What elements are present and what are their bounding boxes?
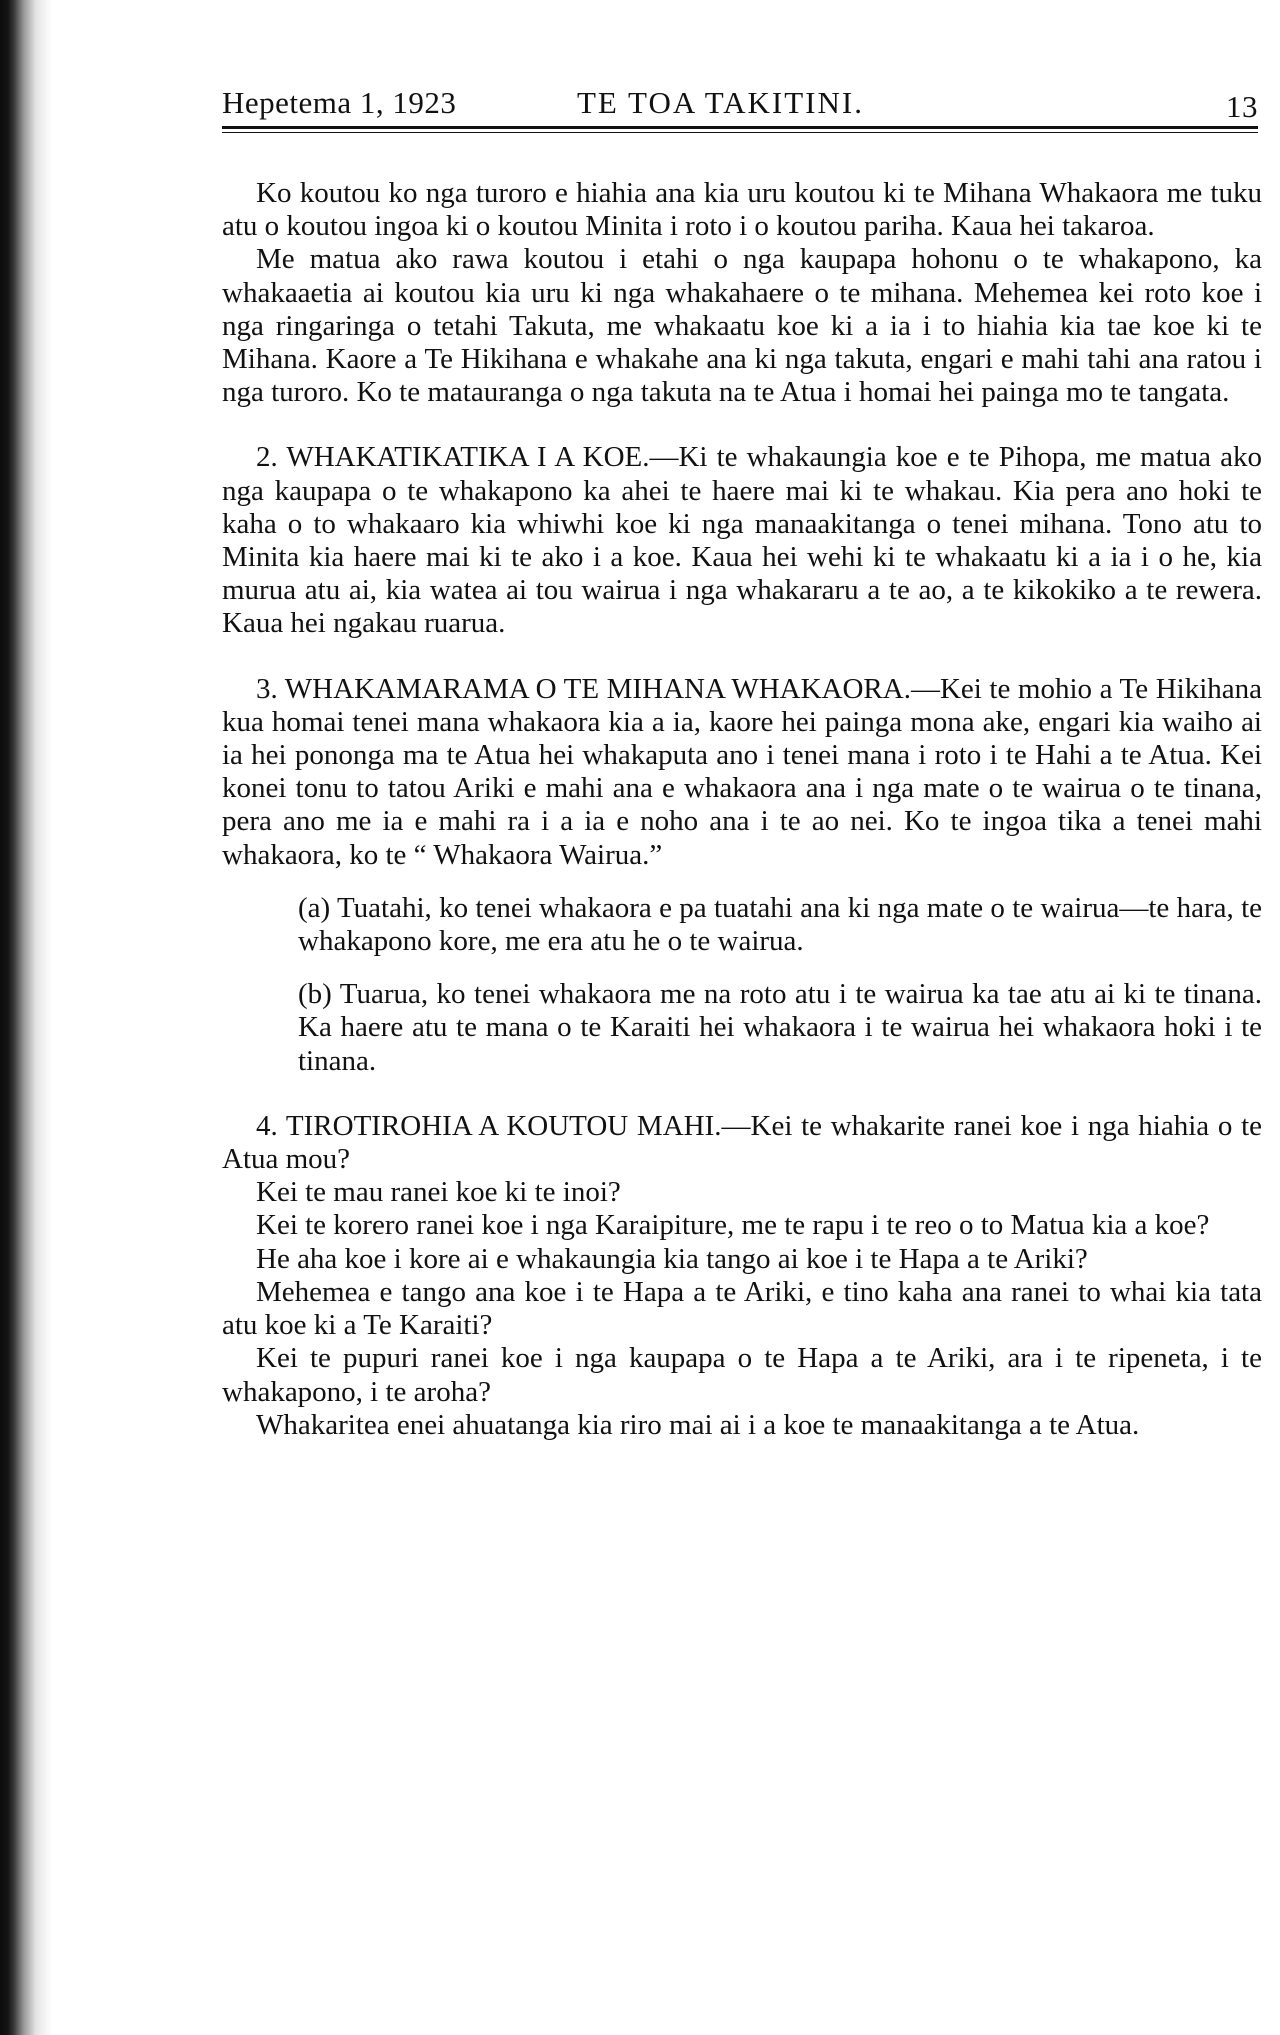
section-2-paragraph: 2. WHAKATIKATIKA I A KOE.—Ki te whakaungia koe e te Pihopa, me matua ako nga kaupapa o te whakapono ka ahei te haere mai ki te whakau. Kia pera ano hoki te kaha o to whakaaro kia whiwhi koe ki nga manaakitanga o tenei mihana. Tono atu to Minita kia haere mai ki te ako i a koe. Kaua hei wehi ki te whakaatu ki a ia i o he, kia murua atu ai, kia watea ai tou wairua i nga whakararu a te ao, a te kikokiko a te rewera. Kaua hei ngakau ruarua. <box>222 441 1262 640</box>
section-3-item-b: (b) Tuarua, ko tenei whakaora me na roto atu i te wairua ka tae atu ai ki te tinana. Ka haere atu te mana o te Karaiti hei whakaora i te wairua hei whakaora hoki i te tinana. <box>298 978 1262 1077</box>
book-spine-edge <box>0 0 52 2035</box>
question-3: He aha koe i kore ai e whakaungia kia tango ai koe i te Hapa a te Ariki? <box>256 1242 1088 1275</box>
question-5: Kei te pupuri ranei koe i nga kaupapa o te Hapa a te Ariki, ara i te ripeneta, i te whakapono, i te aroha? <box>222 1342 1262 1408</box>
question-4: Mehemea e tango ana koe i te Hapa a te Ariki, e tino kaha ana ranei to whai kia tata atu koe ki a Te Karaiti? <box>222 1275 1262 1342</box>
question-6: Whakaritea enei ahuatanga kia riro mai ai i a koe te manaakitanga a te Atua. <box>256 1408 1140 1441</box>
publication-title: TE TOA TAKITINI. <box>577 85 864 120</box>
running-head <box>222 82 1262 124</box>
page <box>222 82 1262 1442</box>
section-3-paragraph: 3. WHAKAMARAMA O TE MIHANA WHAKAORA.—Kei te mohio a Te Hikihana kua homai tenei mana whakaora kia a ia, kaore hei painga mona ake, engari kia waiho ai ia hei pononga ma te Atua hei whakaputa ano i tenei mana i roto i te Hahi a te Atua. Kei konei tonu to tatou Ariki e mahi ana e whakaora ana i nga mate o te wairua o te tinana, pera ano me ia e mahi ra i a ia e noho ana i te ao nei. Ko te ingoa tika a tenei mahi whakaora, ko te “ Whakaora Wairua.” <box>222 672 1262 871</box>
page-number: 13 <box>1226 89 1258 124</box>
paragraph-2: Me matua ako rawa koutou i etahi o nga kaupapa hohonu o te whakapono, ka whakaaetia ai koutou kia uru ki nga whakahaere o te mihana. Mehemea kei roto koe i nga ringaringa o tetahi Takuta, me whakaatu koe ki a ia i to hiahia kia tae koe ki te Mihana. Kaore a Te Hikihana e whakahe ana ki nga takuta, engari e mahi tahi ana ratou i nga turoro. Ko te matauranga o nga takuta na te Atua i homai hei painga mo te tangata. <box>222 243 1262 409</box>
paragraph-1: Ko koutou ko nga turoro e hiahia ana kia uru koutou ki te Mihana Whakaora me tuku atu o koutou ingoa ki o koutou Minita i roto i o koutou pariha. Kaua hei takaroa. <box>222 177 1262 243</box>
question-2: Kei te korero ranei koe i nga Karaipiture, me te rapu i te reo o to Matua kia a koe? <box>256 1209 1210 1242</box>
article-body <box>222 177 1262 1442</box>
issue-date: Hepetema 1, 1923 <box>222 85 457 120</box>
section-4-paragraph: 4. TIROTIROHIA A KOUTOU MAHI.—Kei te whakarite ranei koe i nga hiahia o te Atua mou? <box>222 1109 1262 1176</box>
section-3-item-a: (a) Tuatahi, ko tenei whakaora e pa tuatahi ana ki nga mate o te wairua—te hara, te whakapono kore, me era atu he o te wairua. <box>298 891 1262 958</box>
header-rule-thick <box>222 126 1258 129</box>
question-1: Kei te mau ranei koe ki te inoi? <box>256 1176 621 1209</box>
header-rule-thin <box>222 132 1258 133</box>
